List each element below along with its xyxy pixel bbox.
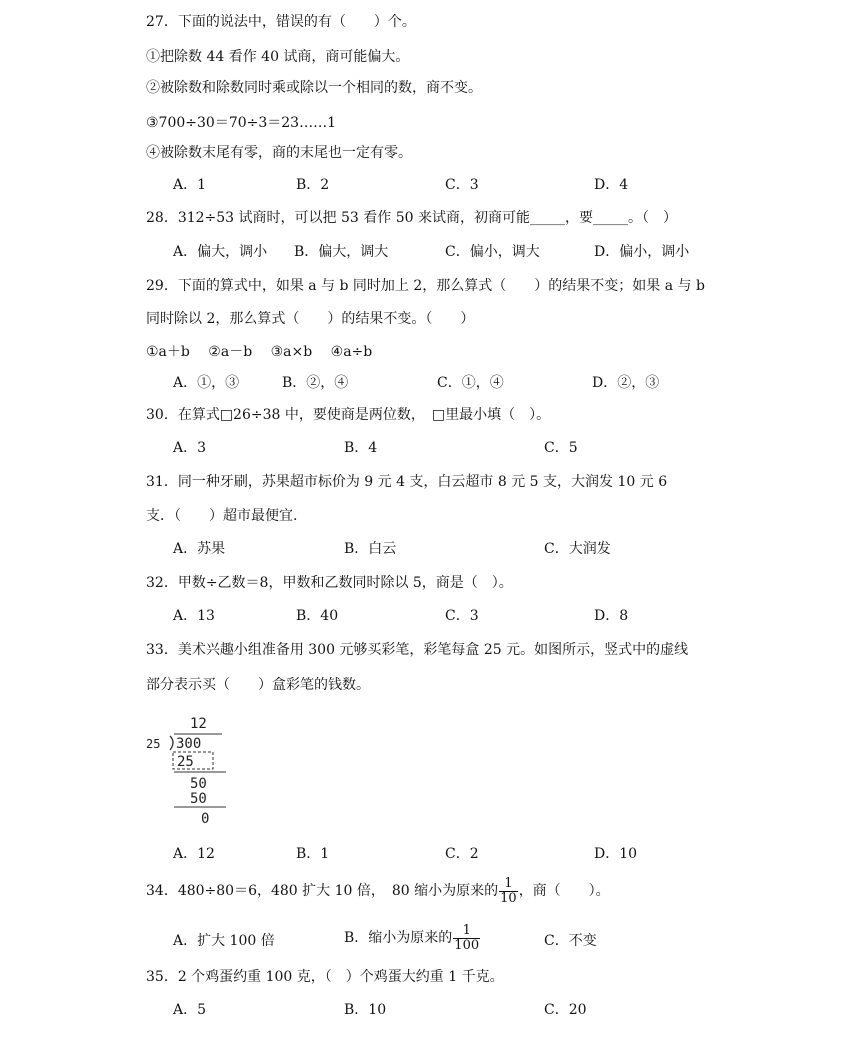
q35-option-c[interactable]: C．20: [544, 1002, 587, 1018]
q34-option-c[interactable]: C．不变: [544, 933, 597, 949]
q34-stem-part-1: 34．480÷80＝6，480 扩大 10 倍， 80 缩小为原来的: [146, 883, 499, 899]
q29-stem-line-2: 同时除以 2，那么算式（ ）的结果不变。（ ）: [146, 311, 475, 327]
q33-option-b[interactable]: B．1: [296, 846, 330, 862]
q30-option-b[interactable]: B．4: [344, 440, 378, 456]
division-step-2a: 50: [190, 776, 207, 792]
q29-option-d[interactable]: D．②，③: [592, 375, 660, 391]
q33-option-d[interactable]: D．10: [594, 846, 638, 862]
q31-option-b[interactable]: B．白云: [344, 541, 397, 557]
long-division-figure: [146, 712, 236, 832]
q27-statement-4: ④被除数末尾有零，商的末尾也一定有零。: [146, 145, 412, 161]
q28-stem: 28．312÷53 试商时，可以把 53 看作 50 来试商，初商可能_____，要_____。（ ）: [146, 210, 677, 226]
q34-option-b-denominator: 100: [454, 937, 480, 953]
q27-option-b[interactable]: B．2: [296, 177, 330, 193]
q34-stem-part-2: ，商（ ）。: [518, 883, 610, 899]
q34-option-b-text: B．缩小为原来的: [344, 930, 453, 946]
q35-option-a[interactable]: A．5: [173, 1002, 207, 1018]
q27-option-c[interactable]: C．3: [445, 177, 479, 193]
q29-option-c[interactable]: C．①，④: [437, 375, 504, 391]
q28-option-c[interactable]: C．偏小，调大: [445, 244, 540, 260]
q29-option-b[interactable]: B．②，④: [282, 375, 349, 391]
q28-option-d[interactable]: D．偏小，调小: [594, 244, 690, 260]
q27-option-d[interactable]: D．4: [594, 177, 629, 193]
q32-stem: 32．甲数÷乙数＝8，甲数和乙数同时除以 5，商是（ ）。: [146, 575, 513, 591]
division-bracket: [170, 736, 173, 750]
q32-option-b[interactable]: B．40: [296, 608, 339, 624]
q28-option-a[interactable]: A．偏大，调小: [173, 244, 268, 260]
q31-stem-line-2: 支．（ ）超市最便宜.: [146, 508, 298, 524]
division-step-2b: 50: [190, 791, 207, 807]
division-step-1: 25: [177, 754, 194, 770]
q27-statement-1: ①把除数 44 看作 40 试商，商可能偏大。: [146, 49, 410, 65]
q32-option-d[interactable]: D．8: [594, 608, 629, 624]
q34-fraction: [499, 877, 518, 906]
q30-option-c[interactable]: C．5: [544, 440, 578, 456]
q32-option-c[interactable]: C．3: [445, 608, 479, 624]
q34-option-b-fraction: [453, 924, 480, 953]
division-remainder: 0: [201, 811, 210, 827]
q33-stem-line-1: 33．美术兴趣小组准备用 300 元够买彩笔，彩笔每盒 25 元。如图所示，竖式中的虚线: [146, 642, 689, 658]
q34-fraction-numerator: 1: [499, 877, 518, 892]
q30-option-a[interactable]: A．3: [173, 440, 207, 456]
division-dividend: 300: [176, 736, 202, 752]
q31-option-a[interactable]: A．苏果: [173, 541, 226, 557]
q27-stem: 27．下面的说法中，错误的有（ ）个。: [146, 14, 416, 30]
q34-option-a[interactable]: A．扩大 100 倍: [173, 933, 275, 949]
q27-statement-2: ②被除数和除数同时乘或除以一个相同的数，商不变。: [146, 80, 482, 96]
q29-expressions: ①a＋b ②a－b ③a×b ④a÷b: [146, 344, 373, 360]
q34-stem: [146, 876, 610, 906]
q34-option-b-numerator: 1: [453, 924, 480, 939]
q33-option-c[interactable]: C．2: [445, 846, 479, 862]
q35-stem: 35．2 个鸡蛋约重 100 克，（ ）个鸡蛋大约重 1 千克。: [146, 969, 504, 985]
q27-statement-3: ③700÷30＝70÷3＝23……1: [146, 115, 336, 131]
q31-option-c[interactable]: C．大润发: [544, 541, 611, 557]
q28-option-b[interactable]: B．偏大，调大: [294, 244, 389, 260]
q27-option-a[interactable]: A．1: [173, 177, 207, 193]
q29-option-a[interactable]: A．①，③: [173, 375, 240, 391]
q33-option-a[interactable]: A．12: [173, 846, 215, 862]
division-quotient: 12: [190, 716, 207, 732]
q34-fraction-denominator: 10: [500, 890, 517, 906]
q30-stem: 30．在算式□26÷38 中，要使商是两位数， □里最小填（ ）。: [146, 407, 551, 423]
q34-option-b[interactable]: [344, 920, 481, 956]
division-divisor: 25: [146, 737, 161, 751]
q32-option-a[interactable]: A．13: [173, 608, 215, 624]
q29-stem-line-1: 29．下面的算式中，如果 a 与 b 同时加上 2，那么算式（ ）的结果不变；如果 a 与 b: [146, 278, 705, 294]
q33-stem-line-2: 部分表示买（ ）盒彩笔的钱数。: [146, 677, 370, 693]
q35-option-b[interactable]: B．10: [344, 1002, 387, 1018]
q31-stem-line-1: 31．同一种牙刷，苏果超市标价为 9 元 4 支，白云超市 8 元 5 支，大润发 10 元 6: [146, 474, 668, 490]
